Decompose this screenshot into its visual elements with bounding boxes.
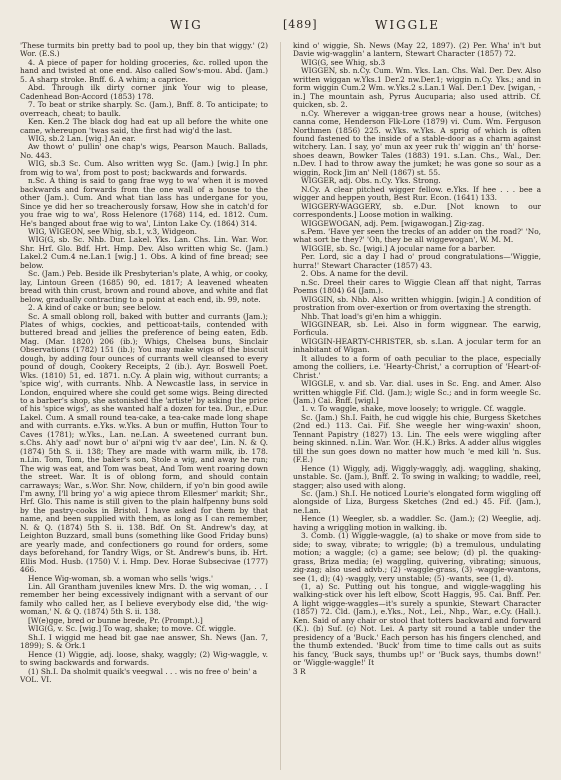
entry-paragraph: Hence Wig-woman, sb. a woman who sells 'wigs.' xyxy=(28,573,213,583)
running-header xyxy=(20,18,541,40)
entry-paragraph: WIG(G, see Whig, sb.3 xyxy=(301,57,386,67)
entry-paragraph: Aw thowt o' pullin' one chap's wigs, Pearson Mauch. Ballads, No. 443. xyxy=(20,142,268,160)
entry-paragraph: Sc. (Jam.) Sh.I. He noticed Lourie's elongated form wiggling off alongside of Liza, Burgess Sketches (2nd ed.) 45. Fif. (Jam.), ne.Lan. xyxy=(293,489,541,515)
entry-paragraph: WIGGIN-HEARTY-CHRISTER, sb. s.Lan. A jocular term for an inhabitant of Wigan. xyxy=(293,336,541,355)
entry-paragraph: WIGGLE, v. and sb. Var. dial. uses in Sc. Eng. and Amer. Also written whiggle Fif. Cld. (Jam.); wigle Sc.; and in form weegle Sc. (Jam.) Cai. Bnff. [wigl.] xyxy=(293,379,541,406)
entry-paragraph: WIGGERY-WAGGERY, sb. e.Dur. [Not known to our correspondents.] Loose motion in walking. xyxy=(293,201,541,220)
entry-paragraph: 2. A kind of cake or bun; see below. xyxy=(28,303,162,313)
entry-paragraph: (1) Sh.I. Da sholmit quaik's veegwal . . . wis no free o' bein' a xyxy=(28,666,258,676)
entry-paragraph: Abd. Through ilk dirty corner jink Your wig to please, Cadenhead Bon-Accord (1853) 178. xyxy=(20,83,268,101)
entry-paragraph: WIG, sb.2 Lan. [wig.] An ear. xyxy=(28,133,136,143)
entry-paragraph: n.Cy. Wherever a wiggan-tree grows near a house, (witches) canna come, Henderson Flk-Lore (1879) vi. Cum. Wm. Ferguson Northmen (1856) 225. w.Yks. w.Yks. A sprig of which is often found fastened to the inside of a stable-door as a charm against witchery. Lan. I say, yo' mun ax yeer ruk th' wiggin an' th' horse-shoes deawn, Bowker Tales (1883) 191. s.Lan. Chs., Wal., Der. n.Dev. I had to throw away the jumket; he was gone so sour as a wiggin, Rock Jim an' Nell (1867) st. 55. xyxy=(293,108,541,177)
entry-paragraph: 2. Obs. A name for the devil. xyxy=(301,269,409,279)
entry-paragraph: Sh.I. I wiggid me head bit gae nae answer, Sh. News (Jan. 7, 1899); S. & Ork.1 xyxy=(20,632,268,651)
entry-paragraph: WIGGEN, sb. n.Cy. Cum. Wm. Yks. Lan. Chs. Wal. Der. Dev. Also written wiggan w.Yks.1 Der.2 nw.Der.1; wiggin n.Cy. Yks.; and in form wiggin Cum.2 Wm. w.Yks.2 s.Lan.1 Wal. Der.1 Dev. [wigan, -in.] The mountain ash, Pyrus Aucuparia; also used attrib. Cf. quicken, sb. 2. xyxy=(293,66,541,110)
entry-paragraph: 4. A piece of paper for holding groceries, &c. rolled upon the hand and twisted at one end. Also called Sow's-mou. Abd. (Jam.) 5. A sharp stroke. Bnff. 6. A whim; a caprice. xyxy=(20,57,268,84)
entry-paragraph: 7. To beat or strike sharply. Sc. (Jam.), Bnff. 8. To anticipate; to overreach, cheat; to baulk. xyxy=(20,100,268,118)
left-column xyxy=(20,42,268,770)
entry-paragraph: Hence (1) Weegler, sb. a waddler. Sc. (Jam.); (2) Weeglie, adj. having a wriggling motion in walking. ib. xyxy=(293,514,541,532)
right-column xyxy=(293,42,541,770)
entry-paragraph: Sc. (Jam.) Sh.I. Faith, he cud wiggle his chie, Burgess Sketches (2nd ed.) 113. Cai. Fif. She weegle her wing-waxin' shoon, Tennant Papistry (1827) 13. Lin. The eels were wiggling after being skinned. n.Lin. War. Wor. (H.K.) Brks. A adder allus wiggles till the sun goes down no matter how much 'e med kill 'n. Sus. (F.E.) xyxy=(293,412,541,465)
column-divider xyxy=(280,42,281,770)
entry-paragraph: WIGGER, adj. Obs. n.Cy. Yks. Strong. xyxy=(301,176,441,186)
header-right-word: WIGGLE xyxy=(375,18,440,32)
entry-paragraph: s.Pem. 'Have yer seen the trecks of an adder on the road?' 'No, what sort be they?' 'Oh, they be all wiggewogan', W. M. M. xyxy=(293,226,541,245)
entry-paragraph: Sc. A small oblong roll, baked with butter and currants (Jam.); Plates of whigs, cockies, and petticoat-tails, contended with buttered bread and jellies the preference of being eaten, Edb. Mag. (Mar. 1820) 206 (ib.); Whigs, Chelsea buns, Sinclair Observations (1782) 151 (ib.); You may make wigs of the biscuit dough, by adding four ounces of currants well cleansed to every pound of dough, Cookery Receipts, 2 (ib.). Ayr. Boswell Poet. Wks. (1810) 51, ed. 1871. n.Cy. A plain wig, without currants; a 'spice wig', with currants. Nhb. A Newcastle lass, in service in London, enquired where she could get some wigs. Being directed to a barber's shop, she astonished the 'artiste' by asking the price of his 'spice wigs', as she wanted half a dozen for tea. Dur., e.Dur. Lakel. Cum. A small round tea-cake, a tea-cake made long shape and with currants. e.Yks. w.Yks. A bun or muffin, Hutton Tour to Caves (1781); w.Yks., Lan. ne.Lan. A sweetened currant bun. s.Chs. Ah'y aad' nowt bur o' ai'pni wig t'v aar dee', Lin. N. & Q. (1874) 5th S. ii. 138; They are made with warm milk, ib. 178. n.Lin. Tom, Tom, the baker's son, Stole a wig, and away he run; The wig was eat, and Tom was beat, And Tom went roaring down the street. War. It is of oblong form, and should contain carraways; War., s.Wor. Shr. Now, childern, if yo'n bin good awile I'm awny, I'll bring yo' a wig apiece throm Ellesmer' markit; Shr., Hrf. Glo. This name is still given to the plain halfpenny buns sold by the pastry-cooks in Bristol. I have asked for them by that name, and been supplied with them, as long as I can remember, N. & Q. (1874) 5th S. ii. 138. Bdf. On St. Andrew's day, at Leighton Buzzard, small buns (something like Good Friday buns) are yearly made, and confectioners go round for orders, some days beforehand, for Tandry Wigs, or St. Andrew's buns, ib. Hrt. Ellis Mod. Husb. (1750) V. i. Hmp. Dev. Horae Subsecivae (1777) 466. xyxy=(20,311,268,575)
entry-paragraph: Lin. All Grantham juveniles knew Mrs. D. the wig woman, . . I remember her being excessively indignant with a servant of our family who called her, as I believe everybody else did, 'the wig-woman,' N. & Q. (1874) 5th S. ii. 138. xyxy=(20,582,268,617)
entry-paragraph: kind o' wiggie, Sh. News (May 22, 1897). (2) Per. Wha' in't but Davie wig-wagglin' a lantern, Stewart Character (1857) 72. xyxy=(293,42,541,59)
entry-paragraph: Hence (1) Wiggly, adj. Wiggly-waggly, adj. waggling, shaking, unstable. Sc. (Jam.), Bnff. 2. To swing in walking; to waddle, reel, stagger; also used with along. xyxy=(293,463,541,490)
header-left-word: WIG xyxy=(170,18,203,32)
entry-paragraph: (1, a) Sc. Putting out his tongue, and wiggle-waggling his walking-stick over his left elbow, Scott Haggis, 95. Cai. Bnff. Per. A light wigge-waggles—it's surely a spunkie, Stewart Character (1857) 72. Cld. (Jam.), e.Yks., Not., Lei., Nhp., War., e.Cy. (Hall.). Ken. Said of any chair or stool that totters backward and forward (K.). (b) Suf. (c) Not. Lei. A party sit round a table under the presidency of a 'Buck.' Each person has his fingers clenched, and the thumb extended. 'Buck' from time to time calls out as suits his fancy, 'Buck says, thumbs up!' or 'Buck says, thumbs down!' or 'Wiggle-waggle!' It xyxy=(293,582,541,668)
page-number: [489] xyxy=(283,18,318,31)
entry-paragraph: n.Sc. A thing is said to gang frae wyg to wa' when it is moved backwards and forwards from the one wall of a house to the other (Jam.). Cum. And what tian lass has undergane for you, Since ye did her so treacherously forsaw, How she in catch'd for you frae wig to wa', Ross Helenore (1768) 114, ed. 1812. Cum. He's banged about frae wig to wa', Linton Lake Cy. (1864) 314. xyxy=(20,176,268,228)
entry-paragraph: It alludes to a form of oath peculiar to the place, especially among the colliers, i.e. 'Hearty-Christ,' a corruption of 'Heart-of-Christ.' xyxy=(293,353,541,380)
entry-paragraph: N.Cy. A clear pitched wigger fellow. e.Yks. If hee . . . bee a wigger and heppen youth, Best Rur. Econ. (1641) 133. xyxy=(293,184,541,203)
entry-paragraph: n.Sc. Dreel their cares to Wiggie Clean aff that night, Tarras Poems (1804) 64 (Jam.). xyxy=(293,277,541,296)
entry-paragraph: WIG, sb.3 Sc. Cum. Also written wyg Sc. (Jam.) [wig.] In phr. from wig to wa', from post to post; backwards and forwards. xyxy=(20,159,268,177)
entry-paragraph: WIG, WIGEON, see Whig, sb.1, v.3, Widgeon. xyxy=(28,226,198,236)
footer-signature: VOL. VI. xyxy=(20,674,52,684)
entry-paragraph: Ken. Ken.2 The black dog had eat up all before the white one came, whereupon 'twas said, the first had wig'd the last. xyxy=(20,117,268,135)
entry-paragraph: 1. v. To waggle, shake, move loosely; to wriggle. Cf. waggle. xyxy=(301,404,526,414)
footer-signature: 3 R xyxy=(293,666,306,676)
entry-paragraph: WIGGEWOGAN, adj. Pem. [wigawogan.] Zig-zag. xyxy=(301,218,485,228)
entry-paragraph: 'These turmits bin pretty bad to pool up, they bin that wiggy.' (2) Wor. (E.S.) xyxy=(20,42,268,59)
text-columns xyxy=(20,42,541,770)
entry-paragraph: [W(e)gge, bred or bunne brede, Pr. (Prompt.).] xyxy=(28,615,203,625)
entry-paragraph: Nhb. That load's gi'en him a whiggin. xyxy=(301,311,442,321)
entry-paragraph: WIGGIN, sb. Nhb. Also written whiggin. [wigin.] A condition of prostration from over-exertion or from overtaxing the strength. xyxy=(293,294,541,313)
entry-paragraph: WIG(G, v. Sc. [wig.] To wag, shake; to move. Cf. wiggle. xyxy=(28,624,236,634)
entry-paragraph: WIG(G, sb. Sc. Nhb. Dur. Lakel. Yks. Lan. Chs. Lin. War. Wor. Shr. Hrf. Glo. Bdf. Hrt. Hmp. Dev. Also written whig Sc. (Jam.) Lakel.2 Cum.4 ne.Lan.1 [wig.] 1. Obs. A kind of fine bread; see below. xyxy=(20,235,268,270)
entry-paragraph: 3. Comb. (1) Wiggle-waggle, (a) to shake or move from side to side; to sway, vibrate; to wriggle; (b) a tremulous, undulating motion; a waggle; (c) a game; see below; (d) pl. the quaking-grass, Briza media; (e) waggling, quivering, vibrating; sinuous, zig-zag; also used advb.; (2) -waggle-grass, (3) -waggle-wantons, see (1, d); (4) -waggly, very unstable; (5) -wants, see (1, d). xyxy=(293,531,541,583)
entry-paragraph: Hence (1) Wiggie, adj. loose, shaky, waggly; (2) Wig-waggle, v. to swing backwards and forwards. xyxy=(20,649,268,668)
entry-paragraph: WIGGINEAR, sb. Lei. Also in form wiggnear. The earwig, Forficula. xyxy=(293,319,541,338)
entry-paragraph: Sc. (Jam.) Peb. Beside ilk Presbyterian's plate, A whig, or cooky, lay, Lintoun Green (1685) 90, ed. 1817; A leavened wheaten bread with thin crust, brown and round above, and white and flat below, gradually contracting to a point at each end, ib. 99, note. xyxy=(20,269,268,304)
entry-paragraph: WIGGIE, sb. Sc. [wigi.] A jocular name for a barber. xyxy=(301,243,496,253)
entry-paragraph: Per. Lord, sic a day I had o' proud congratulations—'Wiggie, hurra!' Stewart Character (1857) 43. xyxy=(293,252,541,270)
